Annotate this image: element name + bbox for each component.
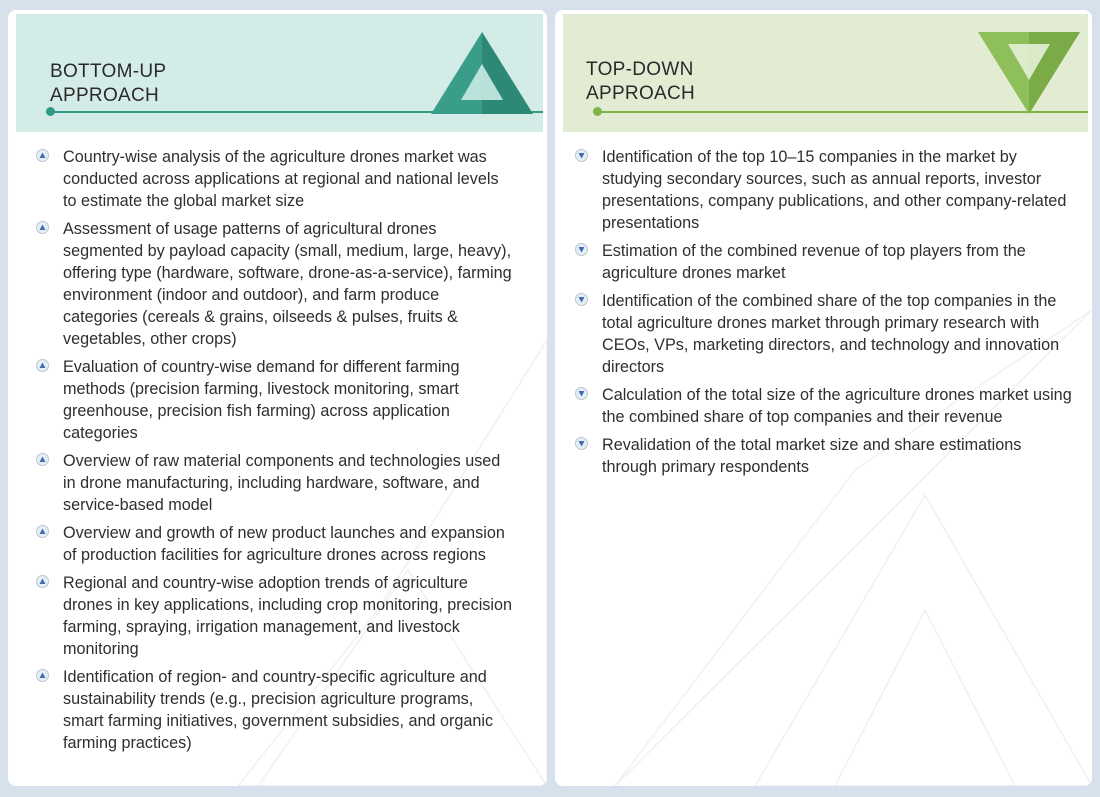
triangle-down-icon	[976, 30, 1082, 116]
top-down-title: TOP-DOWN APPROACH	[586, 59, 696, 104]
triangle-down-icon	[575, 293, 588, 306]
triangle-down-icon	[575, 149, 588, 162]
list-item	[36, 666, 516, 754]
list-item-text: Overview and growth of new product launches and expansion of production facilities for agriculture drones across regions	[63, 524, 505, 564]
bottom-up-header	[16, 14, 543, 132]
list-item-text: Identification of region- and country-specific agriculture and sustainability trends (e.g., precision agriculture programs, smart farming initiatives, government subsidies, and organic farming practices)	[63, 668, 494, 752]
top-down-panel	[555, 10, 1092, 786]
top-down-header	[563, 14, 1088, 132]
bottom-up-panel	[8, 10, 547, 786]
bottom-up-title: BOTTOM-UP APPROACH	[50, 61, 167, 106]
list-item	[36, 218, 516, 350]
top-down-list	[575, 146, 1075, 484]
triangle-up-icon	[36, 669, 49, 682]
list-item	[575, 240, 1075, 284]
triangle-up-icon	[36, 525, 49, 538]
list-item-text: Identification of the top 10–15 companies in the market by studying secondary sources, such as annual reports, investor presentations, company publications, and other company-related presentations	[602, 148, 1067, 232]
list-item	[575, 290, 1075, 378]
rule-dot	[593, 107, 602, 116]
triangle-up-icon	[36, 575, 49, 588]
list-item-text: Estimation of the combined revenue of top players from the agriculture drones market	[602, 242, 1026, 282]
triangle-down-icon	[575, 243, 588, 256]
list-item	[575, 434, 1075, 478]
triangle-up-icon	[36, 359, 49, 372]
list-item	[36, 572, 516, 660]
list-item	[575, 384, 1075, 428]
list-item-text: Regional and country-wise adoption trends of agriculture drones in key applications, including crop monitoring, precision farming, spraying, irrigation management, and livestock monitoring	[63, 574, 512, 658]
list-item	[575, 146, 1075, 234]
triangle-down-icon	[575, 387, 588, 400]
list-item-text: Overview of raw material components and technologies used in drone manufacturing, including hardware, software, and service-based model	[63, 452, 501, 514]
triangle-up-icon	[429, 30, 535, 116]
triangle-up-icon	[36, 221, 49, 234]
list-item-text: Assessment of usage patterns of agricultural drones segmented by payload capacity (small, medium, large, heavy), offering type (hardware, software, drone-as-a-service), farming environment (indoor and outdoor), and farm produce categories (cereals & grains, oilseeds & pulses, fruits & vegetables, other crops)	[63, 220, 512, 348]
list-item-text: Country-wise analysis of the agriculture drones market was conducted across applications at regional and national levels to estimate the global market size	[63, 148, 499, 210]
bottom-up-list	[36, 146, 516, 760]
list-item-text: Calculation of the total size of the agriculture drones market using the combined share of top companies and their revenue	[602, 386, 1072, 426]
list-item	[36, 450, 516, 516]
triangle-up-icon	[36, 149, 49, 162]
rule-dot	[46, 107, 55, 116]
list-item	[36, 522, 516, 566]
list-item	[36, 146, 516, 212]
list-item-text: Evaluation of country-wise demand for different farming methods (precision farming, livestock monitoring, smart greenhouse, precision fish farming) across application categories	[63, 358, 460, 442]
list-item	[36, 356, 516, 444]
list-item-text: Identification of the combined share of the top companies in the total agriculture drones market through primary research with CEOs, VPs, marketing directors, and technology and innovation directors	[602, 292, 1060, 376]
list-item-text: Revalidation of the total market size and share estimations through primary respondents	[602, 436, 1022, 476]
triangle-up-icon	[36, 453, 49, 466]
triangle-down-icon	[575, 437, 588, 450]
